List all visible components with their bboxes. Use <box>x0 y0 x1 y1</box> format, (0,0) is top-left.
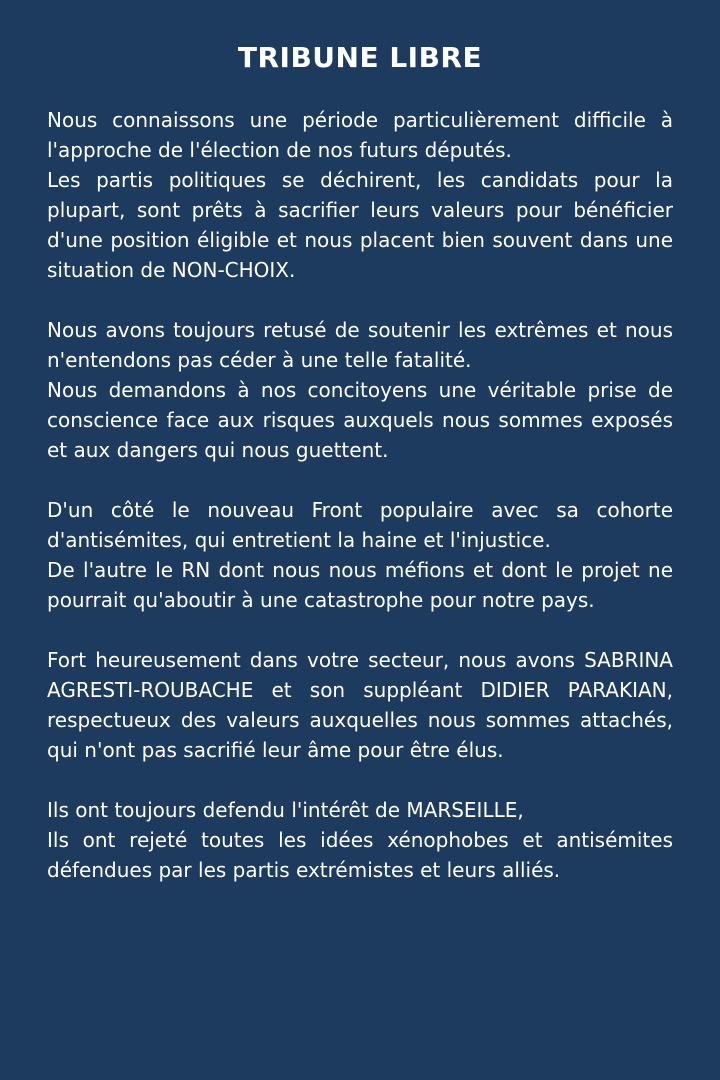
paragraph-rn: De l'autre le RN dont nous nous méfions et dont le projet ne pourrait qu'aboutir à une catastrophe pour notre pays. <box>47 558 673 612</box>
paragraph-spacer <box>47 285 673 315</box>
paragraph-rejected-ideas: Ils ont rejeté toutes les idées xénophobes et antisémites défendues par les partis extrémistes et leurs alliés. <box>47 828 673 882</box>
paragraph-awareness: Nous demandons à nos concitoyens une véritable prise de conscience face aux risques auxquels nous sommes exposés et aux dangers qui nous guettent. <box>47 378 673 462</box>
paragraph-parties: Les partis politiques se déchirent, les candidats pour la plupart, sont prêts à sacrifier leurs valeurs pour bénéficier d'une position éligible et nous placent bien souvent dans une situation de NON-CHOIX. <box>47 168 673 282</box>
paragraph-spacer <box>47 615 673 645</box>
paragraph-marseille: Ils ont toujours defendu l'intérêt de MARSEILLE, <box>47 798 524 822</box>
paragraph-front-populaire: D'un côté le nouveau Front populaire avec sa cohorte d'antisémites, qui entretient la haine et l'injustice. <box>47 498 673 552</box>
page-title: TRIBUNE LIBRE <box>237 41 483 74</box>
paragraph-candidates: Fort heureusement dans votre secteur, nous avons SABRINA AGRESTI-ROUBACHE et son suppléant DIDIER PARAKIAN, respectueux des valeurs auxquelles nous sommes attachés, qui n'ont pas sacrifié leur âme pour être élus. <box>47 648 673 762</box>
paragraph-spacer <box>47 465 673 495</box>
paragraph-extremes: Nous avons toujours retusé de soutenir les extrêmes et nous n'entendons pas céder à une telle fatalité. <box>47 318 673 372</box>
paragraph-intro: Nous connaissons une période particulièrement difficile à l'approche de l'élection de nos futurs députés. <box>47 108 673 162</box>
paragraph-spacer <box>47 765 673 795</box>
article-body <box>47 105 673 885</box>
